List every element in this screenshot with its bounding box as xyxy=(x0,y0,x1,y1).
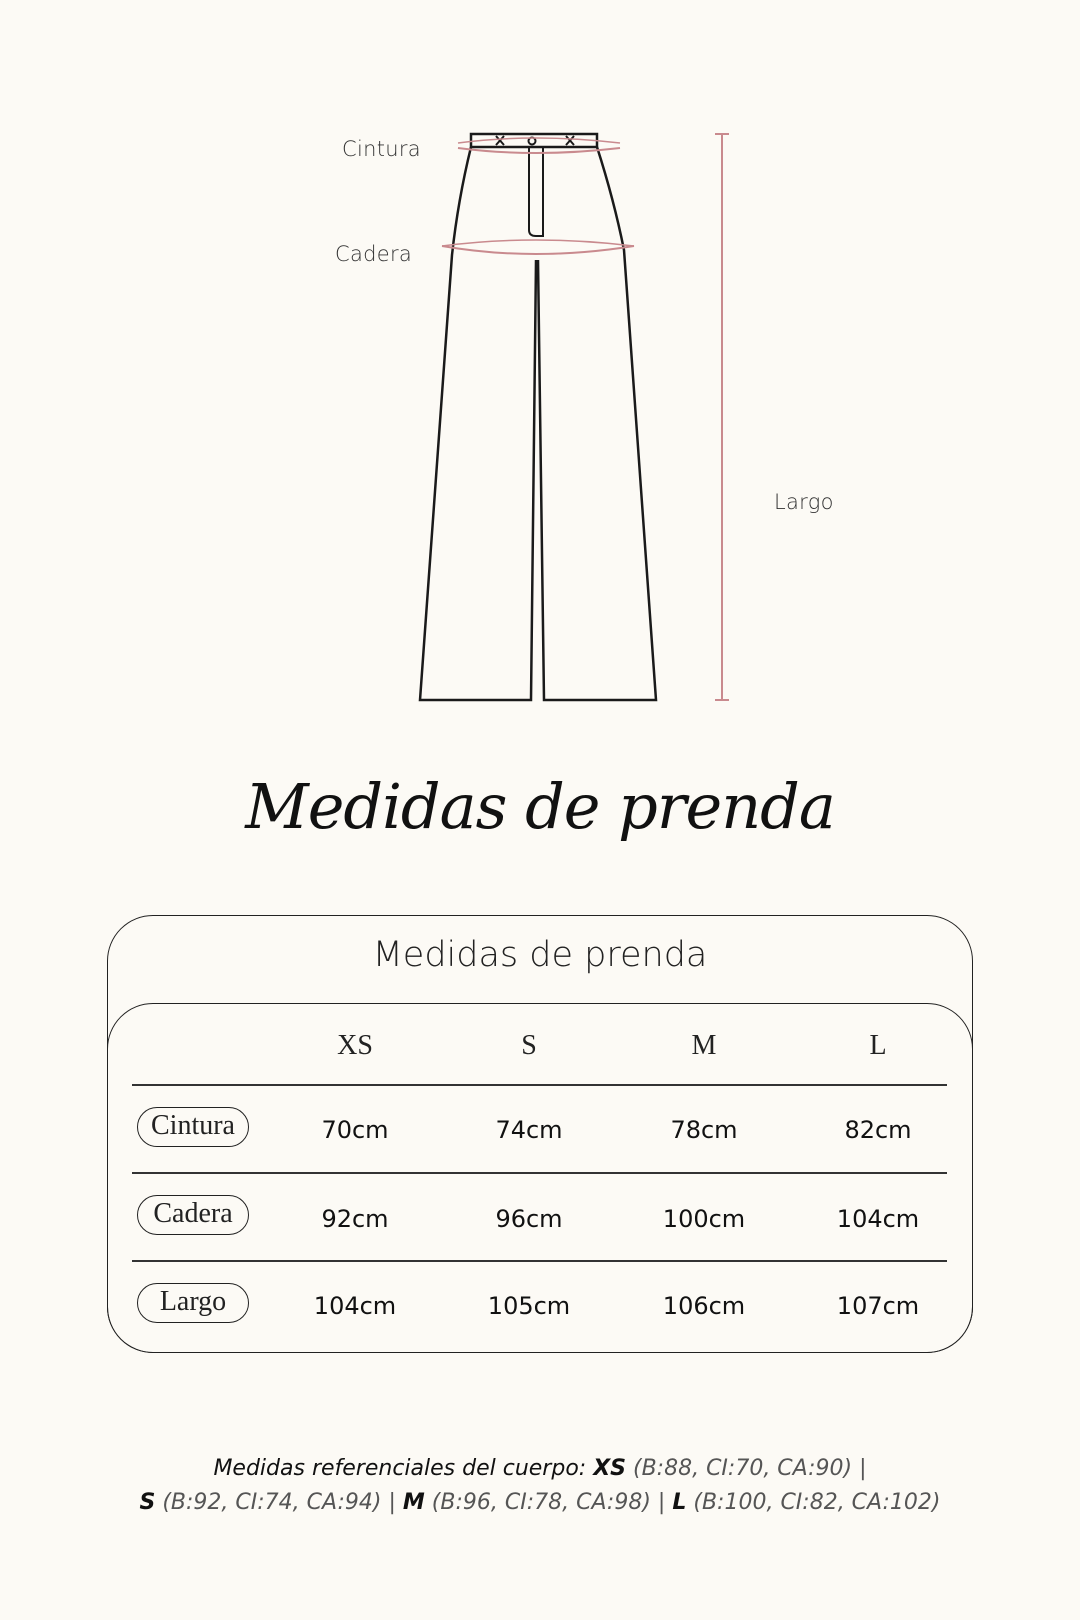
table-cell: 78cm xyxy=(670,1116,738,1144)
table-cell: 105cm xyxy=(487,1292,571,1320)
table-divider xyxy=(132,1260,947,1262)
table-cell: 92cm xyxy=(321,1205,389,1233)
row-label-waist: Cintura xyxy=(137,1107,249,1147)
waist-label: Cintura xyxy=(342,137,421,161)
pants-outline-illustration xyxy=(0,0,1080,730)
separator: | xyxy=(657,1490,666,1515)
table-cell: 82cm xyxy=(844,1116,912,1144)
table-cell: 104cm xyxy=(313,1292,397,1320)
separator: | xyxy=(388,1490,396,1515)
size-s-label: S xyxy=(139,1490,156,1515)
table-divider xyxy=(132,1172,947,1174)
table-cell: 70cm xyxy=(321,1116,389,1144)
size-l-label: L xyxy=(672,1490,687,1515)
table-cell: 106cm xyxy=(662,1292,746,1320)
table-divider xyxy=(132,1084,947,1086)
size-xs-values: (B:88, CI:70, CA:90) xyxy=(633,1456,853,1481)
size-header-m: M xyxy=(691,1030,717,1061)
size-header-s: S xyxy=(521,1030,537,1061)
size-m-label: M xyxy=(402,1490,425,1515)
size-m-values: (B:96, CI:78, CA:98) xyxy=(431,1490,651,1515)
size-header-xs: XS xyxy=(337,1030,373,1061)
pants-diagram xyxy=(0,0,1080,730)
footnote-intro: Medidas referenciales del cuerpo: xyxy=(213,1456,587,1481)
footnote-line-1 xyxy=(0,1452,1080,1486)
table-cell: 74cm xyxy=(495,1116,563,1144)
row-label-length: Largo xyxy=(137,1283,249,1323)
footnote-line-2 xyxy=(0,1486,1080,1520)
page-title: Medidas de prenda xyxy=(245,770,835,843)
table-cell: 96cm xyxy=(495,1205,563,1233)
size-s-values: (B:92, CI:74, CA:94) xyxy=(162,1490,382,1515)
size-xs-label: XS xyxy=(593,1456,626,1481)
length-label: Largo xyxy=(774,490,834,514)
row-label-hip: Cadera xyxy=(137,1195,249,1235)
table-cell: 107cm xyxy=(836,1292,920,1320)
table-cell: 104cm xyxy=(836,1205,920,1233)
body-measurements-note xyxy=(0,1452,1080,1520)
separator: | xyxy=(859,1456,867,1481)
size-header-l: L xyxy=(869,1030,887,1061)
table-cell: 100cm xyxy=(662,1205,746,1233)
size-table-title: Medidas de prenda xyxy=(372,935,708,975)
size-l-values: (B:100, CI:82, CA:102) xyxy=(693,1490,941,1515)
hip-label: Cadera xyxy=(335,242,413,266)
